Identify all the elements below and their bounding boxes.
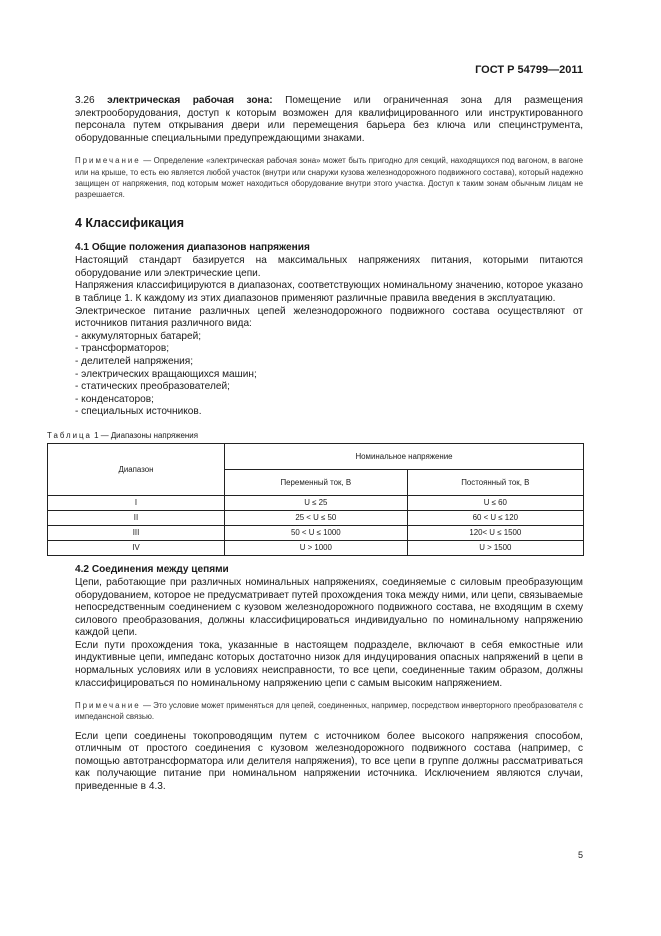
header-ac: Переменный ток, В — [225, 469, 408, 495]
note-4-2 — [75, 700, 583, 722]
cell-ac: U > 1000 — [225, 540, 408, 555]
table-row — [48, 510, 584, 525]
cell-range: I — [48, 495, 225, 510]
paragraph: Если пути прохождения тока, указанные в настоящем подразделе, включают в себя емкостные или индуктивные цепи, импеданс которых достаточно низок для индуцирования опасных напряжений в цепи в нормальных условиях или в условиях неисправности, то все цепи, соединенные таким образом, должны классифицироваться по номинальному напряжению цепи с самым высоким напряжением. — [75, 639, 583, 689]
section-4-2-title: 4.2 Соединения между цепями — [75, 563, 229, 575]
paragraph: Настоящий стандарт базируется на максимальных напряжениях питания, которыми питаются оборудование или электрические цепи. — [75, 255, 583, 279]
cell-ac: U ≤ 25 — [225, 495, 408, 510]
table-row — [48, 540, 584, 555]
section-4-1-title: 4.1 Общие положения диапазонов напряжения — [75, 242, 310, 254]
paragraph: Цепи, работающие при различных номинальных напряжениях, соединяемые с силовым преобразующим оборудованием, которое не предусматривает путей прохождения тока между ними, или цепи, связываемые непосредственным соединением с кузовом железнодорожного подвижного состава, не входящим в схему силового преобразования, должны классифицироваться индивидуально по номинальному напряжению каждой цепи. — [75, 576, 583, 639]
header-nominal: Номинальное напряжение — [225, 443, 584, 469]
cell-dc: U ≤ 60 — [407, 495, 583, 510]
cell-dc: 60 < U ≤ 120 — [407, 510, 583, 525]
list-item: - конденсаторов; — [75, 393, 154, 405]
paragraph: Электрическое питание различных цепей железнодорожного подвижного состава осуществляют от источников питания различного вида: — [75, 305, 583, 330]
cell-range: II — [48, 510, 225, 525]
paragraph: Если цепи соединены токопроводящим путем с источником более высокого напряжения способом, отличным от простого соединения с кузовом железнодорожного подвижного состава (например, с помощью автотрансформатора или делителя напряжения), то все цепи в группе должны рассматриваться как получающие питание при номинальном напряжении источника. Исключением являются случаи, приведенные в 4.3. — [75, 730, 583, 793]
list-item: - электрических вращающихся машин; — [75, 368, 257, 380]
list-item: - специальных источников. — [75, 406, 202, 418]
table-caption — [47, 431, 583, 440]
cell-dc: 120< U ≤ 1500 — [407, 525, 583, 540]
section-4-title: 4 Классификация — [75, 216, 185, 231]
cell-dc: U > 1500 — [407, 540, 583, 555]
cell-ac: 50 < U ≤ 1000 — [225, 525, 408, 540]
table-caption-label: Таблица — [47, 430, 92, 440]
list-item: - статических преобразователей; — [75, 381, 230, 393]
term-3-26 — [75, 95, 583, 145]
list-item: - аккумуляторных батарей; — [75, 330, 202, 342]
cell-ac: 25 < U ≤ 50 — [225, 510, 408, 525]
header-dc: Постоянный ток, В — [407, 469, 583, 495]
note-3-26 — [75, 155, 583, 200]
note-text: — Это условие может применяться для цепей, соединенных, например, посредством инверторного преобразователя с импедансной связью. — [75, 701, 583, 722]
cell-range: III — [48, 525, 225, 540]
term-name: электрическая рабочая зона: — [107, 95, 273, 106]
list-item: - делителей напряжения; — [75, 355, 194, 367]
document-body — [47, 95, 584, 794]
term-number: 3.26 — [75, 95, 95, 106]
cell-range: IV — [48, 540, 225, 555]
document-id: ГОСТ Р 54799—2011 — [475, 64, 583, 76]
table-caption-text: 1 — Диапазоны напряжения — [94, 430, 198, 440]
page-number: 5 — [577, 850, 583, 860]
power-source-list — [75, 331, 583, 419]
table-row — [48, 495, 584, 510]
note-label: Примечание — [75, 701, 141, 711]
voltage-range-table — [47, 443, 584, 556]
table-row — [48, 525, 584, 540]
header-range: Диапазон — [48, 443, 225, 495]
note-label: Примечание — [75, 156, 141, 166]
paragraph: Напряжения классифицируются в диапазонах, соответствующих номинальному значению, которое указано в таблице 1. К каждому из этих диапазонов применяют различные правила введения в эксплуатацию. — [75, 280, 583, 304]
list-item: - трансформаторов; — [75, 343, 170, 355]
note-text: — Определение «электрическая рабочая зона» может быть пригодно для секций, находящихся под вагоном, в вагоне или на крыше, то есть ею является любой участок (внутри или снаружи кузова железнодорожного подвижного состава), который надежно защищен от напряжения, под которым может находиться оборудование внутри этого участка. Доступ к таким зонам обычным лицам не разрешается. — [75, 156, 583, 199]
term-definition: Помещение или ограниченная зона для размещения электрооборудования, доступ к которым возможен для квалифицированного или инструктированного персонала путем открывания двери или перемещения барьера без ключа или специнструмента, оборудованные специальными предупреждающими знаками. — [75, 95, 584, 144]
